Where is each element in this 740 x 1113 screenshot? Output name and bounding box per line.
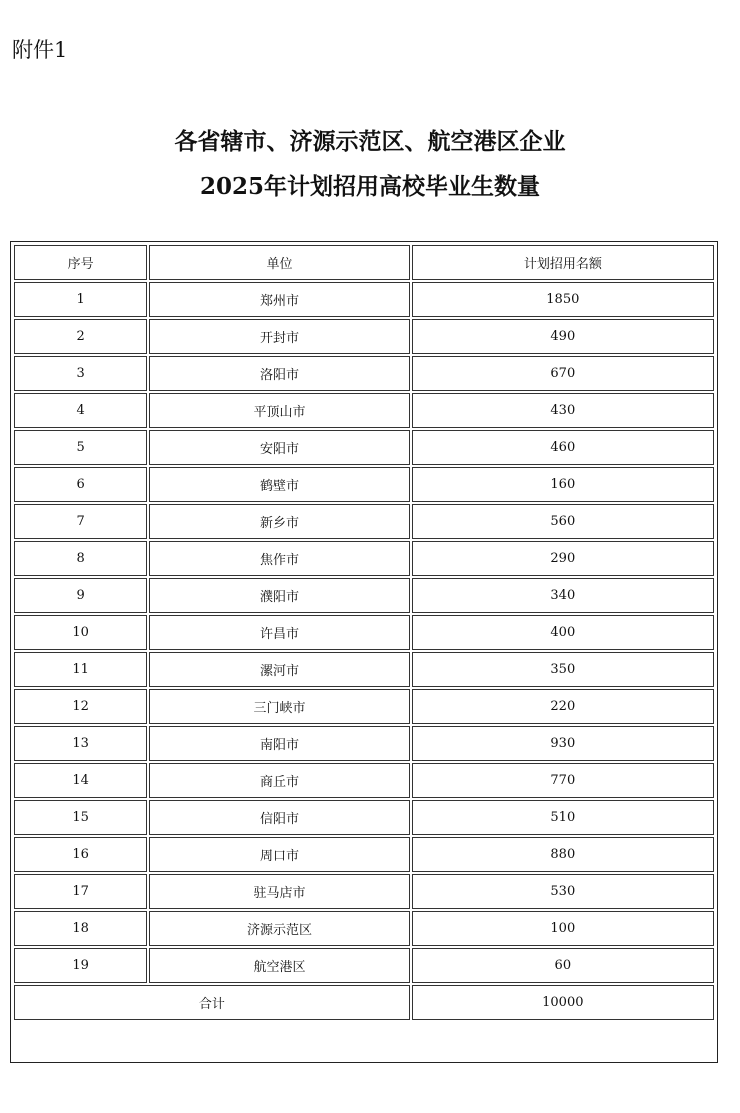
row-quota: 340 [412, 578, 714, 613]
header-unit: 单位 [149, 245, 409, 280]
row-quota: 400 [412, 615, 714, 650]
row-unit: 安阳市 [149, 430, 409, 465]
table-row [14, 467, 714, 502]
header-planned-quota: 计划招用名额 [412, 245, 714, 280]
table-row [14, 874, 714, 909]
row-quota: 880 [412, 837, 714, 872]
row-serial-number: 15 [14, 800, 147, 835]
table-row [14, 319, 714, 354]
row-unit: 商丘市 [149, 763, 409, 798]
row-serial-number: 9 [14, 578, 147, 613]
table-row [14, 800, 714, 835]
attachment-label: 附件1 [12, 38, 68, 62]
row-unit: 漯河市 [149, 652, 409, 687]
table-row [14, 282, 714, 317]
row-serial-number: 11 [14, 652, 147, 687]
row-unit: 驻马店市 [149, 874, 409, 909]
row-quota: 60 [412, 948, 714, 983]
row-quota: 770 [412, 763, 714, 798]
table-total-row [14, 985, 714, 1020]
row-serial-number: 2 [14, 319, 147, 354]
row-serial-number: 12 [14, 689, 147, 724]
document-title-line2: 2025年计划招用高校毕业生数量 [199, 173, 540, 200]
row-quota: 490 [412, 319, 714, 354]
row-serial-number: 17 [14, 874, 147, 909]
row-unit: 南阳市 [149, 726, 409, 761]
table-row [14, 689, 714, 724]
row-quota: 350 [412, 652, 714, 687]
table-row [14, 356, 714, 391]
row-serial-number: 5 [14, 430, 147, 465]
row-unit: 许昌市 [149, 615, 409, 650]
row-serial-number: 16 [14, 837, 147, 872]
row-unit: 新乡市 [149, 504, 409, 539]
row-unit: 濮阳市 [149, 578, 409, 613]
row-serial-number: 1 [14, 282, 147, 317]
row-unit: 航空港区 [149, 948, 409, 983]
row-unit: 开封市 [149, 319, 409, 354]
header-serial-number: 序号 [14, 245, 147, 280]
row-serial-number: 3 [14, 356, 147, 391]
row-serial-number: 18 [14, 911, 147, 946]
row-quota: 530 [412, 874, 714, 909]
row-serial-number: 10 [14, 615, 147, 650]
table-row [14, 763, 714, 798]
table-row [14, 726, 714, 761]
total-value: 10000 [412, 985, 714, 1020]
row-quota: 160 [412, 467, 714, 502]
row-unit: 洛阳市 [149, 356, 409, 391]
row-unit: 鹤壁市 [149, 467, 409, 502]
row-unit: 三门峡市 [149, 689, 409, 724]
table-row [14, 948, 714, 983]
table-row [14, 430, 714, 465]
table-row [14, 837, 714, 872]
row-quota: 930 [412, 726, 714, 761]
row-quota: 670 [412, 356, 714, 391]
row-serial-number: 19 [14, 948, 147, 983]
table-row [14, 652, 714, 687]
table-row [14, 615, 714, 650]
quota-table [12, 243, 716, 1022]
row-serial-number: 6 [14, 467, 147, 502]
table-body [14, 282, 714, 983]
row-serial-number: 14 [14, 763, 147, 798]
row-quota: 560 [412, 504, 714, 539]
table-header-row [14, 245, 714, 280]
row-quota: 220 [412, 689, 714, 724]
row-unit: 济源示范区 [149, 911, 409, 946]
table-row [14, 504, 714, 539]
row-unit: 信阳市 [149, 800, 409, 835]
row-quota: 100 [412, 911, 714, 946]
row-quota: 290 [412, 541, 714, 576]
row-unit: 郑州市 [149, 282, 409, 317]
row-serial-number: 13 [14, 726, 147, 761]
row-unit: 平顶山市 [149, 393, 409, 428]
row-quota: 1850 [412, 282, 714, 317]
row-quota: 430 [412, 393, 714, 428]
quota-table-frame [10, 241, 718, 1063]
row-quota: 510 [412, 800, 714, 835]
table-row [14, 393, 714, 428]
row-serial-number: 7 [14, 504, 147, 539]
table-row [14, 541, 714, 576]
row-serial-number: 4 [14, 393, 147, 428]
row-quota: 460 [412, 430, 714, 465]
total-label: 合计 [14, 985, 410, 1020]
row-unit: 周口市 [149, 837, 409, 872]
document-title-line1: 各省辖市、济源示范区、航空港区企业 [174, 129, 566, 155]
row-unit: 焦作市 [149, 541, 409, 576]
table-row [14, 578, 714, 613]
row-serial-number: 8 [14, 541, 147, 576]
table-row [14, 911, 714, 946]
